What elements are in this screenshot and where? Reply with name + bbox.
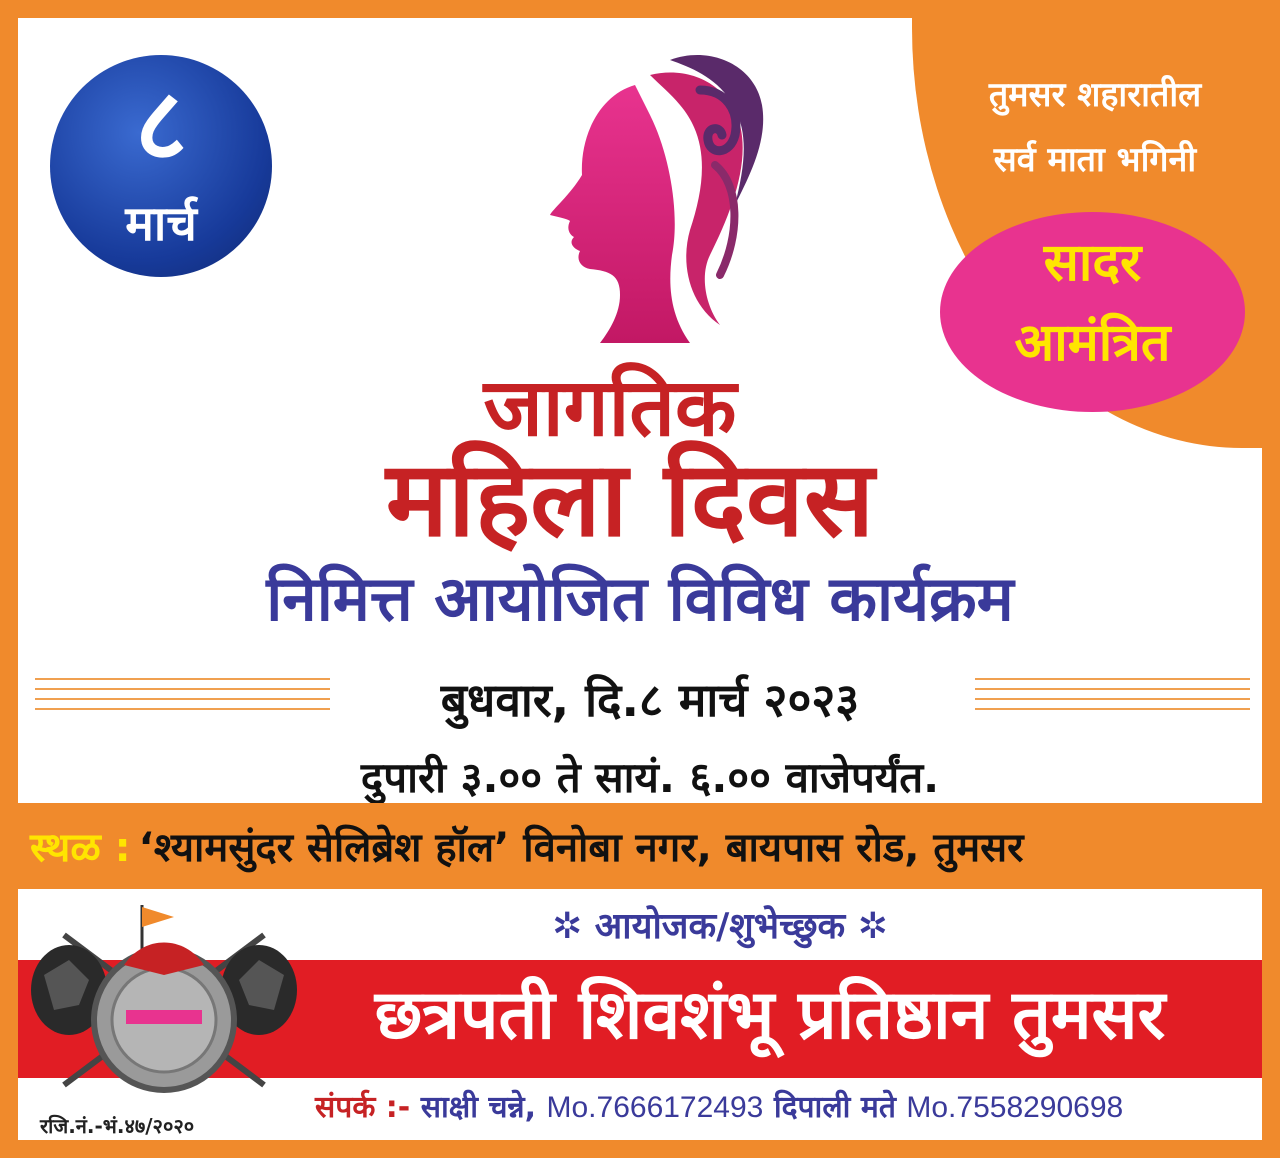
event-time: दुपारी ३.०० ते सायं. ६.०० वाजेपर्यंत. [360, 753, 940, 802]
badge-month: मार्च [125, 196, 197, 252]
shivshambhu-emblem [24, 895, 304, 1105]
contact-label: संपर्क :- [315, 1090, 411, 1125]
venue-label: स्थळ : [30, 825, 131, 871]
organiser-name: छत्रपती शिवशंभू प्रतिष्ठान तुमसर [374, 976, 1166, 1055]
invite-line-1: सादर [1043, 233, 1142, 293]
organiser-label: ✲ आयोजक/शुभेच्छुक ✲ [552, 906, 888, 947]
corner-line-2: सर्व माता भगिनी [993, 140, 1197, 180]
venue-address: ‘श्यामसुंदर सेलिब्रेश हॉल’ विनोबा नगर, बायपास रोड, तुमसर [138, 825, 1024, 871]
right-decor-lines [975, 678, 1250, 714]
contact-person-2: दिपाली मते [773, 1090, 896, 1125]
title-line-1: जागतिक [483, 361, 737, 454]
venue [30, 818, 1260, 873]
woman-profile-logo [540, 45, 770, 345]
left-decor-lines [35, 678, 330, 714]
contact-mobile-1: Mo.7666172493 [546, 1091, 764, 1124]
event-date: बुधवार, दि.८ मार्च २०२३ [440, 673, 860, 727]
title-line-2: महिला दिवस [385, 438, 875, 560]
event-subtitle: निमित्त आयोजित विविध कार्यक्रम [266, 562, 1014, 635]
badge-day: ८ [135, 66, 187, 183]
contact-person-1: साक्षी चन्ने, [420, 1090, 537, 1125]
registration-number: रजि.नं.-भं.४७/२०२० [40, 1114, 195, 1138]
contact-mobile-2: Mo.7558290698 [906, 1091, 1124, 1124]
invite-line-2: आमंत्रित [1014, 313, 1171, 373]
corner-line-1: तुमसर शहारातील [988, 75, 1202, 115]
contact-line [315, 1085, 1255, 1126]
